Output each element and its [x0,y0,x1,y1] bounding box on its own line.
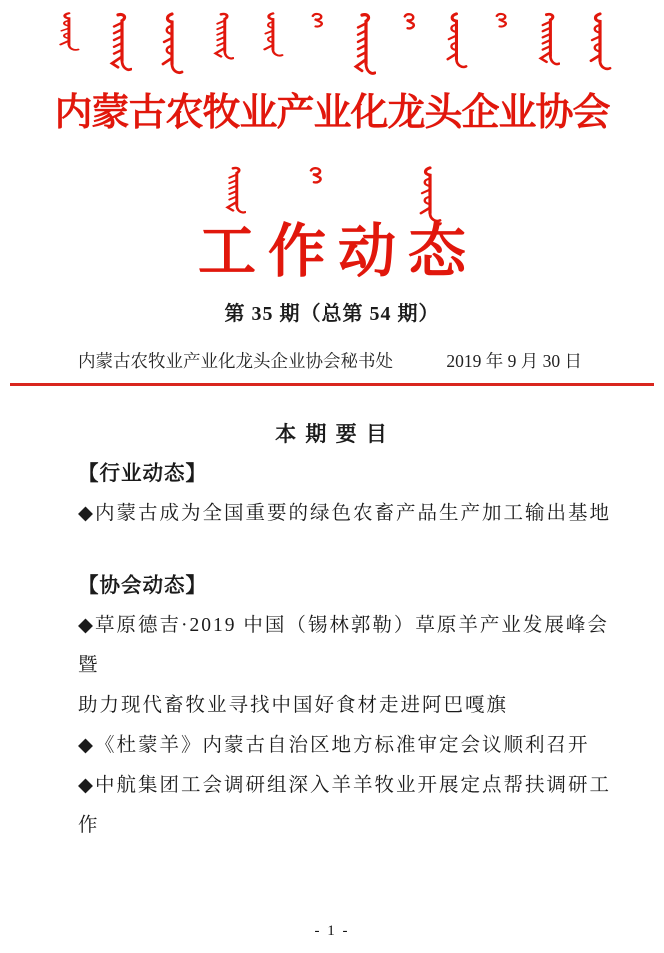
table-of-contents [78,454,618,846]
mongolian-glyph-icon [222,166,246,216]
mongolian-glyph-icon [308,166,324,184]
org-title: 内蒙古农牧业产业化龙头企业协会 [54,92,610,134]
issue-date: 2019 年 9 月 30 日 [446,351,582,372]
publication-info-row [0,350,664,372]
mongolian-glyph-icon [56,12,80,52]
toc-item-line: 助力现代畜牧业寻找中国好食材走进阿巴嘎旗 [78,695,509,717]
toc-item-line: ◆中航集团工会调研组深入羊羊牧业开展定点帮扶调研工 [78,775,611,797]
page-number: - 1 - [314,923,350,939]
mongolian-glyph-icon [210,12,234,62]
mongolian-glyph-icon [158,12,184,76]
mongolian-glyph-icon [402,12,417,30]
toc-section-spacer [78,534,618,566]
bulletin-title: 工作动态 [197,218,478,284]
mongolian-script-row-middle [0,166,664,222]
header-divider [10,383,654,386]
issue-number: 第 35 期（总第 54 期） [224,303,440,326]
toc-section-title: 【协会动态】 [78,574,207,598]
toc-item-line: ◆内蒙古成为全国重要的绿色农畜产品生产加工输出基地 [78,503,611,525]
mongolian-glyph-icon [416,166,442,224]
mongolian-glyph-icon [535,12,560,68]
toc-heading: 本 期 要 目 [275,422,389,447]
mongolian-glyph-icon [310,12,325,28]
mongolian-glyph-icon [106,12,132,74]
mongolian-glyph-icon [260,12,284,58]
toc-item-line: ◆《杜蒙羊》内蒙古自治区地方标准审定会议顺利召开 [78,735,590,757]
toc-section-title: 【行业动态】 [78,462,207,486]
toc-item-line: 作 [78,815,100,837]
mongolian-script-row-top [0,0,664,78]
mongolian-glyph-icon [350,12,376,78]
mongolian-glyph-icon [586,12,612,72]
mongolian-glyph-icon [443,12,468,70]
publisher-name: 内蒙古农牧业产业化龙头企业协会秘书处 [78,351,393,372]
mongolian-glyph-icon [494,12,509,28]
toc-item-line: ◆草原德吉·2019 中国（锡林郭勒）草原羊产业发展峰会暨 [78,615,609,677]
